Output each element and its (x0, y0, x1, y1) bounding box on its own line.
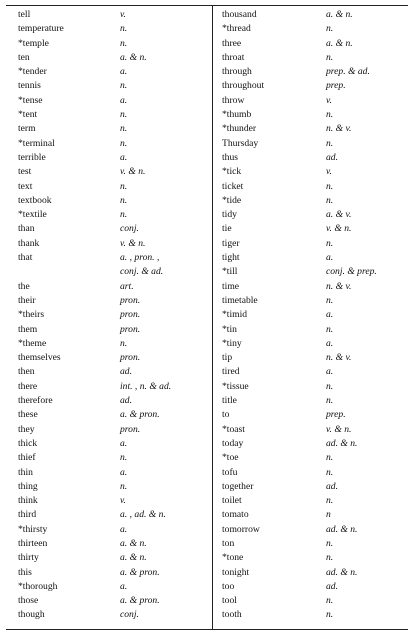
entry-word: think (18, 495, 38, 507)
vocab-entry (222, 208, 407, 222)
entry-part-of-speech: pron. (120, 352, 141, 364)
entry-part-of-speech: pron. (120, 309, 141, 321)
entry-part-of-speech: v. (326, 166, 332, 178)
entry-part-of-speech: a. , ad. & n. (120, 509, 166, 521)
entry-word: through (222, 66, 252, 78)
entry-word: together (222, 480, 254, 492)
entry-word: term (18, 123, 36, 135)
entry-word: time (222, 280, 240, 292)
entry-part-of-speech: n. (326, 23, 334, 35)
entry-word: tonight (222, 566, 250, 578)
vocab-entry (18, 180, 208, 194)
vocab-entry (18, 51, 208, 65)
entry-word: *toast (222, 423, 245, 435)
entry-word: timetable (222, 294, 258, 306)
entry-word: that (18, 252, 33, 264)
vocab-entry (222, 408, 407, 422)
entry-word: ton (222, 537, 235, 549)
entry-part-of-speech: a. & n. (120, 51, 147, 63)
vocab-entry (222, 151, 407, 165)
vocab-entry (18, 37, 208, 51)
vocab-entry (18, 394, 208, 408)
entry-word: *tide (222, 194, 242, 206)
vocab-entry (222, 480, 407, 494)
entry-word: throat (222, 51, 245, 63)
vocab-entry (222, 394, 407, 408)
entry-word: thirty (18, 552, 39, 564)
entry-word: tip (222, 352, 233, 364)
entry-part-of-speech: v. (120, 9, 126, 20)
entry-part-of-speech: conj. & ad. (120, 266, 164, 278)
vocab-entry (222, 79, 407, 93)
entry-part-of-speech: n. (120, 137, 128, 149)
entry-part-of-speech: n. & v. (326, 352, 352, 364)
entry-part-of-speech: ad. (326, 151, 338, 163)
entry-word: *tent (18, 109, 38, 121)
entry-word: their (18, 294, 36, 306)
vocab-entry (18, 408, 208, 422)
entry-part-of-speech: a. (120, 466, 128, 478)
entry-word: too (222, 580, 235, 592)
vocab-entry (18, 8, 208, 22)
entry-word: thief (18, 452, 36, 464)
entry-part-of-speech: a. (120, 523, 128, 535)
entry-part-of-speech: conj. (120, 223, 139, 235)
entry-part-of-speech: n. (120, 337, 128, 349)
entry-part-of-speech: v. & n. (326, 223, 352, 235)
entry-word: temperature (18, 23, 64, 35)
column-divider (212, 5, 213, 629)
entry-part-of-speech: pron. (120, 294, 141, 306)
entry-word: third (18, 509, 37, 521)
entry-part-of-speech: conj. (120, 609, 139, 621)
entry-word: those (18, 595, 39, 607)
entry-word: thank (18, 237, 40, 249)
entry-part-of-speech: a. & pron. (120, 595, 160, 607)
vocab-entry (18, 165, 208, 179)
entry-part-of-speech: n. (120, 123, 128, 135)
entry-word: ticket (222, 180, 244, 192)
vocab-entry (222, 294, 407, 308)
vocab-entry (18, 480, 208, 494)
entry-word: the (18, 280, 30, 292)
vocab-entry (18, 494, 208, 508)
entry-word: to (222, 409, 230, 421)
vocab-entry (18, 22, 208, 36)
vocab-entry (18, 265, 208, 279)
entry-word: *tender (18, 66, 47, 78)
vocab-entry (222, 237, 407, 251)
vocab-entry (222, 65, 407, 79)
entry-word: thousand (222, 9, 257, 20)
entry-part-of-speech: a. & n. (120, 552, 147, 564)
entry-part-of-speech: prep. & ad. (326, 66, 370, 78)
entry-word: *tick (222, 166, 242, 178)
vocab-entry (222, 608, 407, 622)
entry-part-of-speech: n. (120, 80, 128, 92)
vocab-entry (18, 194, 208, 208)
vocab-entry (222, 365, 407, 379)
vocab-entry (18, 308, 208, 322)
entry-word: these (18, 409, 38, 421)
vocab-entry (18, 222, 208, 236)
vocab-entry (18, 437, 208, 451)
vocab-entry (222, 194, 407, 208)
entry-part-of-speech: n. (326, 180, 334, 192)
entry-part-of-speech: v. & n. (326, 423, 352, 435)
entry-word: *tin (222, 323, 237, 335)
vocab-entry (222, 222, 407, 236)
entry-word: three (222, 37, 242, 49)
entry-part-of-speech: ad. (326, 580, 338, 592)
entry-word: tooth (222, 609, 242, 621)
vocab-entry (222, 280, 407, 294)
entry-part-of-speech: a. (326, 309, 334, 321)
entry-word: text (18, 180, 33, 192)
entry-word: thick (18, 437, 38, 449)
vocab-entry (18, 523, 208, 537)
vocab-entry (18, 466, 208, 480)
entry-part-of-speech: n. & v. (326, 123, 352, 135)
entry-part-of-speech: n. (326, 237, 334, 249)
entry-part-of-speech: n. (326, 552, 334, 564)
entry-word: *thumb (222, 109, 252, 121)
entry-part-of-speech: n. (326, 194, 334, 206)
entry-part-of-speech: a. (326, 366, 334, 378)
vocab-entry (222, 437, 407, 451)
entry-part-of-speech: prep. (326, 409, 346, 421)
entry-word: test (18, 166, 32, 178)
entry-word: *timid (222, 309, 248, 321)
entry-word: ten (18, 51, 30, 63)
entry-word: *tissue (222, 380, 249, 392)
vocab-entry (222, 94, 407, 108)
right-column (222, 8, 407, 623)
vocab-entry (18, 251, 208, 265)
entry-word: tell (18, 9, 31, 20)
vocab-entry (18, 79, 208, 93)
vocab-entry (222, 265, 407, 279)
vocab-entry (18, 451, 208, 465)
vocab-entry (18, 365, 208, 379)
entry-word: textbook (18, 194, 52, 206)
entry-word: *thirsty (18, 523, 48, 535)
entry-word: *textile (18, 209, 47, 221)
vocab-entry (18, 566, 208, 580)
vocab-entry (222, 466, 407, 480)
entry-word: *temple (18, 37, 49, 49)
vocab-entry (222, 37, 407, 51)
entry-part-of-speech: int. , n. & ad. (120, 380, 172, 392)
entry-word: tomato (222, 509, 249, 521)
entry-part-of-speech: n. (326, 137, 334, 149)
entry-part-of-speech: prep. (326, 80, 346, 92)
entry-word: toilet (222, 495, 242, 507)
vocab-entry (222, 537, 407, 551)
entry-part-of-speech: n. (326, 51, 334, 63)
entry-word: *thunder (222, 123, 257, 135)
entry-part-of-speech: a. (120, 151, 128, 163)
entry-part-of-speech: n. (326, 466, 334, 478)
left-column (18, 8, 208, 623)
entry-word: throughout (222, 80, 265, 92)
entry-word: tie (222, 223, 232, 235)
vocab-entry (222, 594, 407, 608)
vocab-entry (18, 280, 208, 294)
entry-word: this (18, 566, 32, 578)
entry-part-of-speech: n. (120, 109, 128, 121)
entry-part-of-speech: n. (120, 23, 128, 35)
entry-word: *till (222, 266, 238, 278)
entry-part-of-speech: n. (120, 37, 128, 49)
entry-part-of-speech: a. & pron. (120, 409, 160, 421)
entry-part-of-speech: n. (326, 395, 334, 407)
vocab-entry (18, 323, 208, 337)
vocab-entry (18, 423, 208, 437)
vocab-entry (18, 594, 208, 608)
entry-part-of-speech: n. (326, 109, 334, 121)
entry-word: tiger (222, 237, 240, 249)
entry-part-of-speech: n. (326, 609, 334, 621)
entry-word: tomorrow (222, 523, 260, 535)
entry-part-of-speech: n. (120, 480, 128, 492)
entry-part-of-speech: ad. (120, 395, 132, 407)
entry-part-of-speech: a. (120, 580, 128, 592)
vocab-entry (18, 108, 208, 122)
entry-word: tired (222, 366, 240, 378)
vocab-entry (222, 137, 407, 151)
entry-word: *tense (18, 94, 43, 106)
entry-word: *theirs (18, 309, 45, 321)
vocab-entry (222, 51, 407, 65)
entry-part-of-speech: n (326, 509, 331, 521)
entry-word: Thursday (222, 137, 259, 149)
entry-part-of-speech: a. (120, 94, 128, 106)
entry-part-of-speech: ad. (326, 480, 338, 492)
entry-word: tight (222, 252, 240, 264)
entry-word: terrible (18, 151, 46, 163)
entry-word: though (18, 609, 45, 621)
entry-part-of-speech: art. (120, 280, 134, 292)
entry-part-of-speech: n. (326, 380, 334, 392)
entry-word: thus (222, 151, 238, 163)
entry-word: *thread (222, 23, 251, 35)
entry-word: tofu (222, 466, 238, 478)
entry-part-of-speech: a. & v. (326, 209, 352, 221)
entry-part-of-speech: ad. & n. (326, 437, 358, 449)
entry-word: themselves (18, 352, 61, 364)
entry-word: therefore (18, 395, 53, 407)
vocab-entry (222, 165, 407, 179)
vocab-entry (18, 551, 208, 565)
entry-part-of-speech: n. (326, 452, 334, 464)
entry-part-of-speech: n. (120, 194, 128, 206)
vocab-entry (222, 8, 407, 22)
entry-part-of-speech: a. (326, 252, 334, 264)
vocab-entry (18, 294, 208, 308)
entry-part-of-speech: n. (120, 209, 128, 221)
entry-part-of-speech: n. (326, 595, 334, 607)
vocab-entry (222, 180, 407, 194)
entry-word: title (222, 395, 237, 407)
vocab-entry (222, 122, 407, 136)
vocab-entry (222, 451, 407, 465)
vocab-entry (222, 494, 407, 508)
vocab-entry (18, 65, 208, 79)
entry-part-of-speech: v. & n. (120, 237, 146, 249)
entry-part-of-speech: n. (326, 495, 334, 507)
vocab-entry (222, 323, 407, 337)
entry-word: then (18, 366, 35, 378)
vocab-entry (18, 94, 208, 108)
entry-word: *terminal (18, 137, 55, 149)
entry-part-of-speech: ad. & n. (326, 523, 358, 535)
entry-part-of-speech: a. (120, 437, 128, 449)
entry-word: thin (18, 466, 33, 478)
entry-word: tool (222, 595, 237, 607)
entry-part-of-speech: conj. & prep. (326, 266, 377, 278)
entry-part-of-speech: n. (120, 180, 128, 192)
entry-part-of-speech: a. (120, 66, 128, 78)
entry-part-of-speech: a. & pron. (120, 566, 160, 578)
vocab-entry (222, 380, 407, 394)
vocab-entry (222, 580, 407, 594)
entry-part-of-speech: pron. (120, 423, 141, 435)
entry-word: than (18, 223, 35, 235)
entry-word: *toe (222, 452, 239, 464)
vocab-entry (222, 523, 407, 537)
entry-word: they (18, 423, 35, 435)
vocab-entry (18, 237, 208, 251)
entry-part-of-speech: a. (326, 337, 334, 349)
entry-word: thing (18, 480, 38, 492)
vocab-entry (18, 580, 208, 594)
vocab-entry (18, 122, 208, 136)
vocab-entry (222, 108, 407, 122)
entry-part-of-speech: n. & v. (326, 280, 352, 292)
entry-word: today (222, 437, 244, 449)
vocab-entry (18, 337, 208, 351)
vocab-entry (222, 351, 407, 365)
vocab-entry (222, 22, 407, 36)
entry-word: *tone (222, 552, 244, 564)
vocab-entry (18, 537, 208, 551)
vocab-entry (222, 566, 407, 580)
entry-word: thirteen (18, 537, 48, 549)
entry-part-of-speech: v. & n. (120, 166, 146, 178)
entry-part-of-speech: ad. (120, 366, 132, 378)
vocab-entry (18, 380, 208, 394)
vocab-entry (18, 208, 208, 222)
entry-word: tennis (18, 80, 41, 92)
entry-part-of-speech: n. (326, 294, 334, 306)
bottom-rule (6, 629, 408, 630)
entry-part-of-speech: n. (326, 537, 334, 549)
entry-part-of-speech: a. & n. (120, 537, 147, 549)
vocab-entry (18, 608, 208, 622)
vocab-entry (18, 151, 208, 165)
entry-part-of-speech: a. & n. (326, 9, 353, 20)
vocab-entry (18, 137, 208, 151)
entry-part-of-speech: n. (326, 323, 334, 335)
entry-word: throw (222, 94, 245, 106)
entry-part-of-speech: ad. & n. (326, 566, 358, 578)
entry-word: there (18, 380, 38, 392)
entry-word: *tiny (222, 337, 242, 349)
vocab-entry (222, 308, 407, 322)
entry-part-of-speech: a. , pron. , (120, 252, 160, 264)
top-rule (6, 5, 408, 6)
entry-part-of-speech: pron. (120, 323, 141, 335)
entry-word: tidy (222, 209, 237, 221)
entry-part-of-speech: n. (120, 452, 128, 464)
vocab-entry (18, 508, 208, 522)
entry-word: *theme (18, 337, 47, 349)
vocab-entry (222, 423, 407, 437)
vocab-entry (222, 551, 407, 565)
vocab-entry (222, 337, 407, 351)
entry-word: *thorough (18, 580, 58, 592)
entry-word: them (18, 323, 38, 335)
vocab-entry (18, 351, 208, 365)
vocab-entry (222, 508, 407, 522)
entry-part-of-speech: a. & n. (326, 37, 353, 49)
vocab-entry (222, 251, 407, 265)
entry-part-of-speech: v. (120, 495, 126, 507)
entry-part-of-speech: v. (326, 94, 332, 106)
